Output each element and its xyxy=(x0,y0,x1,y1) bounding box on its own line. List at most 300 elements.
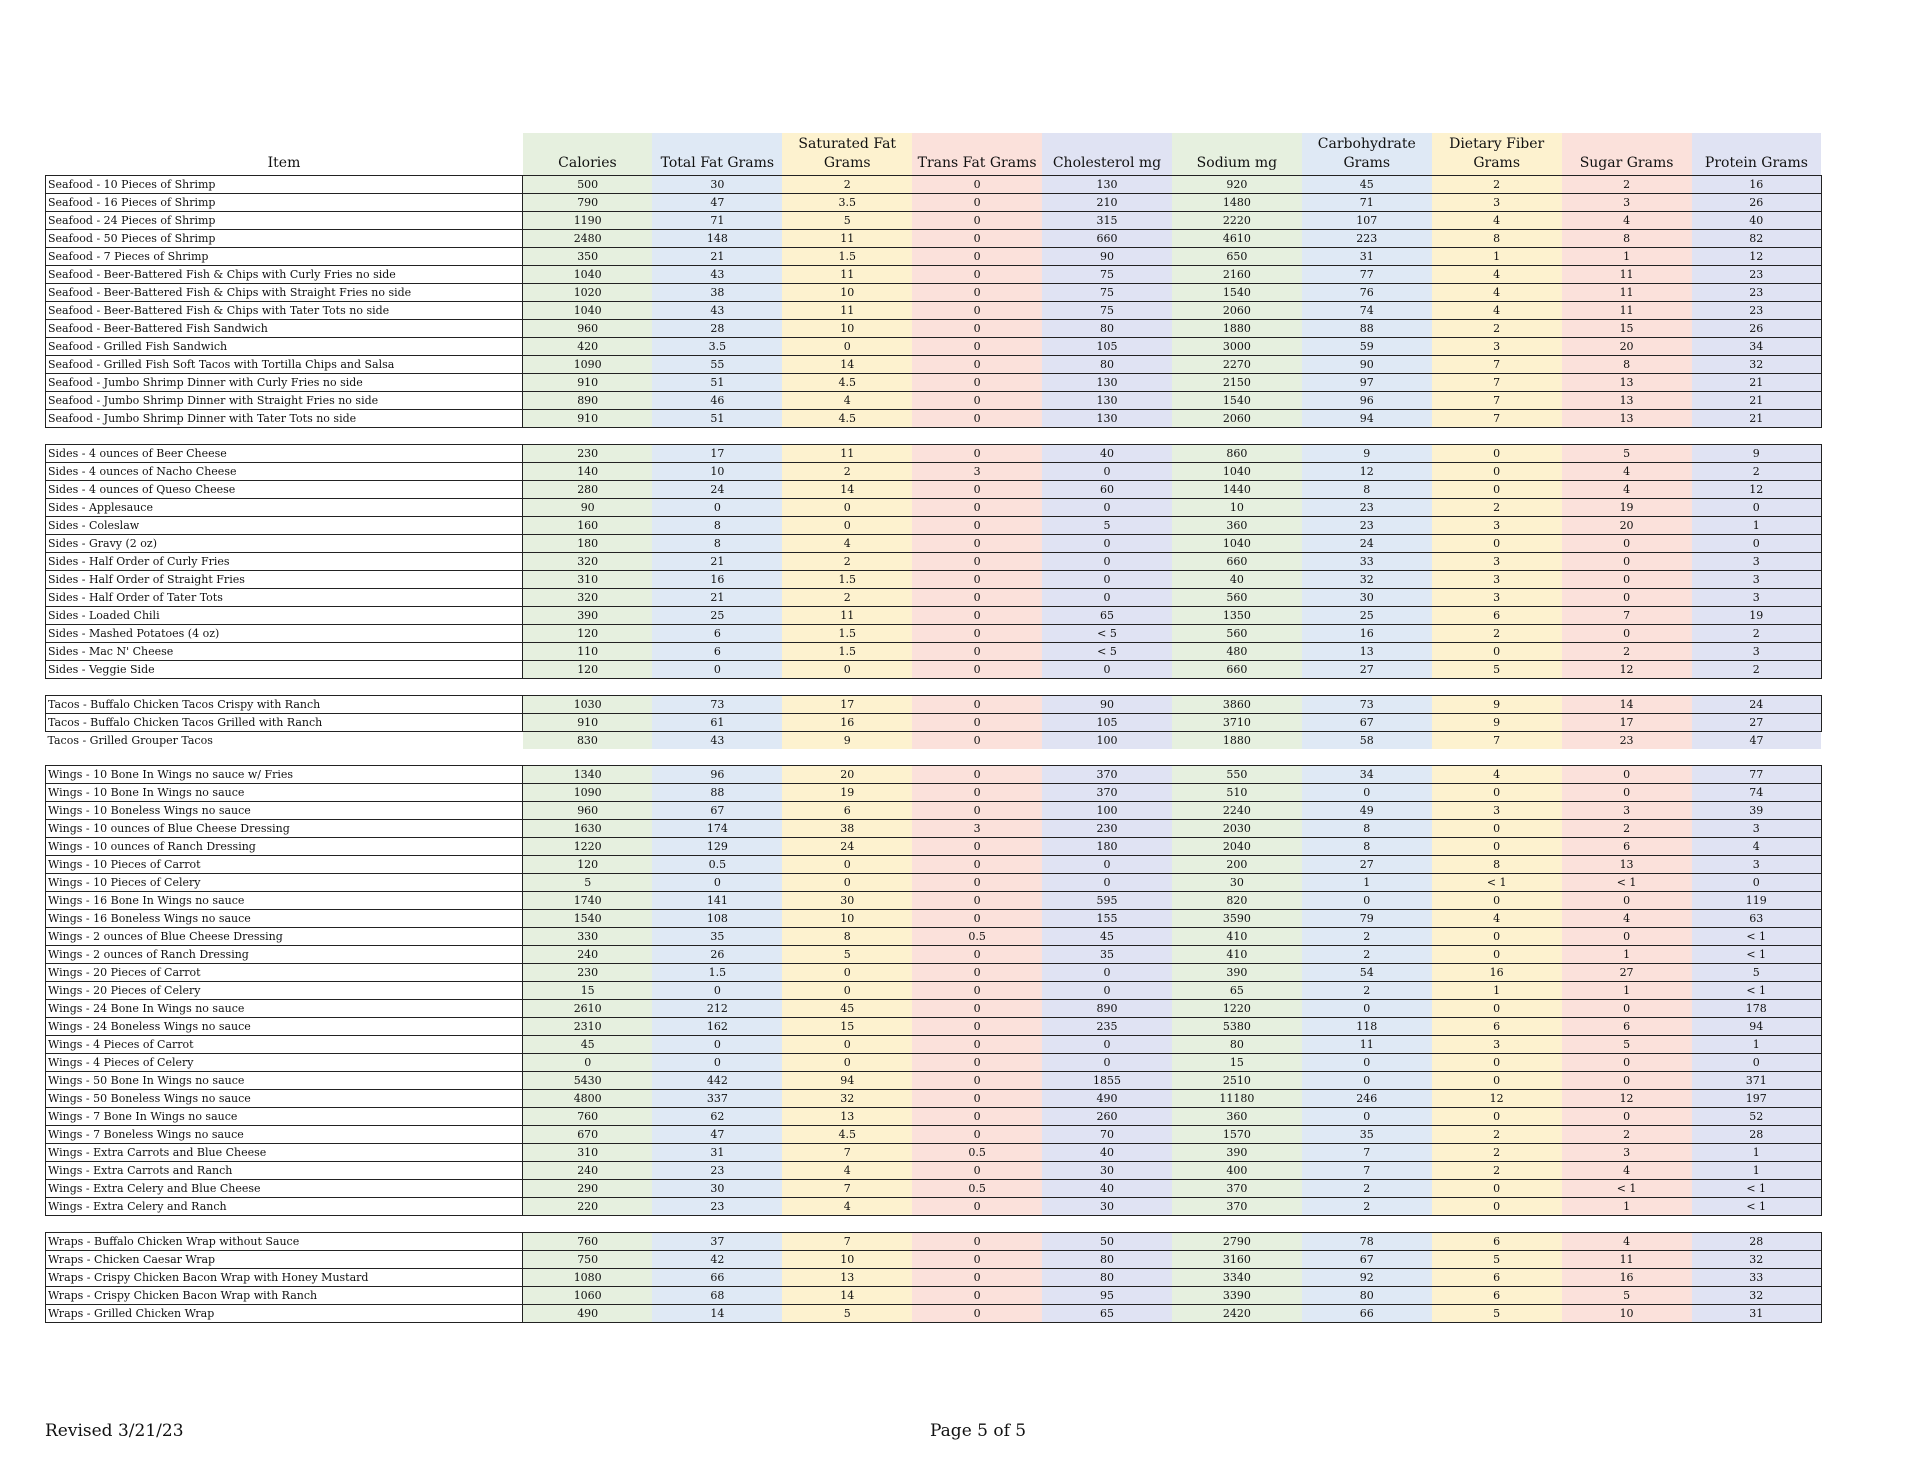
cell-protein-grams: 3 xyxy=(1692,571,1822,589)
item-name: Wings - 2 ounces of Blue Cheese Dressing xyxy=(46,928,523,946)
cell-sodium-mg: 2060 xyxy=(1172,410,1302,428)
cell-cholesterol-mg: 370 xyxy=(1042,784,1172,802)
cell-sugar-grams: 5 xyxy=(1562,1287,1692,1305)
cell-cholesterol-mg: 180 xyxy=(1042,838,1172,856)
cell-total-fat-grams: 14 xyxy=(652,1305,782,1323)
cell-sugar-grams: 13 xyxy=(1562,410,1692,428)
cell-trans-fat-grams: 0 xyxy=(912,194,1042,212)
cell-total-fat-grams: 24 xyxy=(652,481,782,499)
cell-calories: 15 xyxy=(523,982,653,1000)
cell-dietary-fiber-grams: 6 xyxy=(1432,1018,1562,1036)
cell-carbohydrate-grams: 25 xyxy=(1302,607,1432,625)
cell-total-fat-grams: 62 xyxy=(652,1108,782,1126)
cell-sugar-grams: 3 xyxy=(1562,802,1692,820)
table-row xyxy=(46,964,1822,982)
table-row xyxy=(46,892,1822,910)
cell-calories: 1090 xyxy=(523,784,653,802)
cell-protein-grams: 28 xyxy=(1692,1126,1822,1144)
cell-sodium-mg: 4610 xyxy=(1172,230,1302,248)
cell-cholesterol-mg: 0 xyxy=(1042,982,1172,1000)
cell-total-fat-grams: 21 xyxy=(652,589,782,607)
cell-trans-fat-grams: 0 xyxy=(912,714,1042,732)
cell-sugar-grams: 13 xyxy=(1562,856,1692,874)
table-row xyxy=(46,1054,1822,1072)
cell-dietary-fiber-grams: 0 xyxy=(1432,946,1562,964)
cell-dietary-fiber-grams: 0 xyxy=(1432,1108,1562,1126)
cell-carbohydrate-grams: 31 xyxy=(1302,248,1432,266)
cell-calories: 890 xyxy=(523,392,653,410)
item-name: Wraps - Buffalo Chicken Wrap without Sauce xyxy=(46,1233,523,1251)
cell-saturated-fat-grams: 15 xyxy=(782,1018,912,1036)
cell-trans-fat-grams: 0 xyxy=(912,1018,1042,1036)
cell-calories: 960 xyxy=(523,320,653,338)
table-row xyxy=(46,946,1822,964)
column-header-calories: Calories xyxy=(523,133,653,176)
item-name: Seafood - Beer-Battered Fish & Chips with Tater Tots no side xyxy=(46,302,523,320)
cell-total-fat-grams: 6 xyxy=(652,643,782,661)
cell-sugar-grams: 23 xyxy=(1562,732,1692,750)
cell-cholesterol-mg: 0 xyxy=(1042,463,1172,481)
cell-trans-fat-grams: 3 xyxy=(912,463,1042,481)
table-row xyxy=(46,1072,1822,1090)
cell-protein-grams: 0 xyxy=(1692,535,1822,553)
cell-saturated-fat-grams: 6 xyxy=(782,802,912,820)
table-row xyxy=(46,820,1822,838)
cell-protein-grams: 34 xyxy=(1692,338,1822,356)
cell-sugar-grams: 13 xyxy=(1562,374,1692,392)
cell-calories: 1040 xyxy=(523,302,653,320)
cell-carbohydrate-grams: 78 xyxy=(1302,1233,1432,1251)
cell-dietary-fiber-grams: 0 xyxy=(1432,643,1562,661)
group-spacer xyxy=(46,1216,1822,1233)
cell-total-fat-grams: 6 xyxy=(652,625,782,643)
cell-trans-fat-grams: 0 xyxy=(912,589,1042,607)
cell-trans-fat-grams: 0 xyxy=(912,1162,1042,1180)
cell-cholesterol-mg: 235 xyxy=(1042,1018,1172,1036)
cell-cholesterol-mg: 0 xyxy=(1042,661,1172,679)
item-name: Wings - 20 Pieces of Carrot xyxy=(46,964,523,982)
cell-dietary-fiber-grams: 3 xyxy=(1432,589,1562,607)
cell-sugar-grams: < 1 xyxy=(1562,1180,1692,1198)
cell-protein-grams: 74 xyxy=(1692,784,1822,802)
cell-sugar-grams: 20 xyxy=(1562,517,1692,535)
table-row xyxy=(46,982,1822,1000)
cell-protein-grams: < 1 xyxy=(1692,1180,1822,1198)
cell-sodium-mg: 360 xyxy=(1172,1108,1302,1126)
cell-calories: 670 xyxy=(523,1126,653,1144)
item-name: Seafood - Beer-Battered Fish & Chips with Curly Fries no side xyxy=(46,266,523,284)
cell-total-fat-grams: 23 xyxy=(652,1162,782,1180)
cell-sugar-grams: 11 xyxy=(1562,1251,1692,1269)
table-row xyxy=(46,571,1822,589)
cell-carbohydrate-grams: 71 xyxy=(1302,194,1432,212)
item-name: Seafood - Jumbo Shrimp Dinner with Curly Fries no side xyxy=(46,374,523,392)
cell-protein-grams: 1 xyxy=(1692,517,1822,535)
item-name: Wraps - Crispy Chicken Bacon Wrap with Ranch xyxy=(46,1287,523,1305)
cell-protein-grams: 3 xyxy=(1692,643,1822,661)
cell-saturated-fat-grams: 10 xyxy=(782,1251,912,1269)
cell-calories: 1020 xyxy=(523,284,653,302)
cell-total-fat-grams: 51 xyxy=(652,374,782,392)
cell-protein-grams: 26 xyxy=(1692,194,1822,212)
cell-saturated-fat-grams: 24 xyxy=(782,838,912,856)
cell-saturated-fat-grams: 4 xyxy=(782,535,912,553)
cell-carbohydrate-grams: 27 xyxy=(1302,661,1432,679)
table-row xyxy=(46,410,1822,428)
cell-sodium-mg: 30 xyxy=(1172,874,1302,892)
cell-total-fat-grams: 71 xyxy=(652,212,782,230)
cell-carbohydrate-grams: 0 xyxy=(1302,1054,1432,1072)
cell-sugar-grams: 12 xyxy=(1562,661,1692,679)
item-name: Wings - 10 ounces of Ranch Dressing xyxy=(46,838,523,856)
cell-calories: 120 xyxy=(523,625,653,643)
cell-protein-grams: 32 xyxy=(1692,356,1822,374)
item-name: Wings - 16 Bone In Wings no sauce xyxy=(46,892,523,910)
item-name: Wings - 24 Bone In Wings no sauce xyxy=(46,1000,523,1018)
cell-saturated-fat-grams: 4 xyxy=(782,1162,912,1180)
cell-calories: 310 xyxy=(523,1144,653,1162)
cell-sugar-grams: 0 xyxy=(1562,1054,1692,1072)
cell-sodium-mg: 3340 xyxy=(1172,1269,1302,1287)
cell-calories: 1220 xyxy=(523,838,653,856)
cell-cholesterol-mg: 30 xyxy=(1042,1162,1172,1180)
cell-cholesterol-mg: 5 xyxy=(1042,517,1172,535)
cell-sodium-mg: 660 xyxy=(1172,553,1302,571)
cell-protein-grams: 0 xyxy=(1692,499,1822,517)
table-row xyxy=(46,714,1822,732)
cell-dietary-fiber-grams: < 1 xyxy=(1432,874,1562,892)
cell-saturated-fat-grams: 7 xyxy=(782,1233,912,1251)
cell-carbohydrate-grams: 13 xyxy=(1302,643,1432,661)
cell-carbohydrate-grams: 23 xyxy=(1302,517,1432,535)
cell-protein-grams: 9 xyxy=(1692,445,1822,463)
cell-dietary-fiber-grams: 12 xyxy=(1432,1090,1562,1108)
cell-carbohydrate-grams: 33 xyxy=(1302,553,1432,571)
cell-saturated-fat-grams: 3.5 xyxy=(782,194,912,212)
cell-cholesterol-mg: 890 xyxy=(1042,1000,1172,1018)
cell-cholesterol-mg: 60 xyxy=(1042,481,1172,499)
cell-protein-grams: 12 xyxy=(1692,481,1822,499)
cell-dietary-fiber-grams: 0 xyxy=(1432,838,1562,856)
item-name: Wings - 7 Boneless Wings no sauce xyxy=(46,1126,523,1144)
cell-cholesterol-mg: 0 xyxy=(1042,1054,1172,1072)
cell-sugar-grams: 7 xyxy=(1562,607,1692,625)
cell-saturated-fat-grams: 7 xyxy=(782,1144,912,1162)
item-name: Seafood - 10 Pieces of Shrimp xyxy=(46,176,523,194)
column-header-cholesterol-mg: Cholesterol mg xyxy=(1042,133,1172,176)
cell-trans-fat-grams: 0 xyxy=(912,1126,1042,1144)
cell-dietary-fiber-grams: 0 xyxy=(1432,892,1562,910)
cell-trans-fat-grams: 0 xyxy=(912,230,1042,248)
item-name: Sides - 4 ounces of Beer Cheese xyxy=(46,445,523,463)
item-name: Wings - 16 Boneless Wings no sauce xyxy=(46,910,523,928)
cell-cholesterol-mg: 80 xyxy=(1042,1269,1172,1287)
cell-calories: 5 xyxy=(523,874,653,892)
cell-cholesterol-mg: 70 xyxy=(1042,1126,1172,1144)
table-row xyxy=(46,1018,1822,1036)
table-row xyxy=(46,802,1822,820)
cell-carbohydrate-grams: 23 xyxy=(1302,499,1432,517)
cell-calories: 4800 xyxy=(523,1090,653,1108)
cell-protein-grams: < 1 xyxy=(1692,982,1822,1000)
table-row xyxy=(46,1090,1822,1108)
cell-saturated-fat-grams: 0 xyxy=(782,1036,912,1054)
cell-carbohydrate-grams: 8 xyxy=(1302,838,1432,856)
cell-carbohydrate-grams: 97 xyxy=(1302,374,1432,392)
item-name: Sides - Gravy (2 oz) xyxy=(46,535,523,553)
cell-dietary-fiber-grams: 3 xyxy=(1432,802,1562,820)
cell-sodium-mg: 2030 xyxy=(1172,820,1302,838)
cell-carbohydrate-grams: 0 xyxy=(1302,892,1432,910)
cell-sugar-grams: 2 xyxy=(1562,176,1692,194)
cell-total-fat-grams: 42 xyxy=(652,1251,782,1269)
cell-calories: 120 xyxy=(523,661,653,679)
item-name: Wings - 50 Boneless Wings no sauce xyxy=(46,1090,523,1108)
item-name: Sides - Applesauce xyxy=(46,499,523,517)
cell-saturated-fat-grams: 7 xyxy=(782,1180,912,1198)
cell-trans-fat-grams: 0 xyxy=(912,1036,1042,1054)
cell-saturated-fat-grams: 14 xyxy=(782,1287,912,1305)
cell-protein-grams: 5 xyxy=(1692,964,1822,982)
cell-saturated-fat-grams: 19 xyxy=(782,784,912,802)
table-row xyxy=(46,625,1822,643)
table-row xyxy=(46,517,1822,535)
cell-sugar-grams: 19 xyxy=(1562,499,1692,517)
cell-total-fat-grams: 21 xyxy=(652,553,782,571)
table-row xyxy=(46,874,1822,892)
cell-sugar-grams: < 1 xyxy=(1562,874,1692,892)
cell-total-fat-grams: 8 xyxy=(652,517,782,535)
cell-cholesterol-mg: 230 xyxy=(1042,820,1172,838)
cell-sugar-grams: 14 xyxy=(1562,696,1692,714)
cell-sodium-mg: 3390 xyxy=(1172,1287,1302,1305)
cell-trans-fat-grams: 0 xyxy=(912,1054,1042,1072)
cell-total-fat-grams: 61 xyxy=(652,714,782,732)
cell-total-fat-grams: 37 xyxy=(652,1233,782,1251)
cell-cholesterol-mg: 210 xyxy=(1042,194,1172,212)
cell-cholesterol-mg: 0 xyxy=(1042,571,1172,589)
cell-saturated-fat-grams: 5 xyxy=(782,1305,912,1323)
item-name: Wings - 4 Pieces of Carrot xyxy=(46,1036,523,1054)
cell-trans-fat-grams: 0 xyxy=(912,661,1042,679)
cell-cholesterol-mg: 370 xyxy=(1042,766,1172,784)
cell-dietary-fiber-grams: 4 xyxy=(1432,302,1562,320)
cell-protein-grams: < 1 xyxy=(1692,1198,1822,1216)
cell-dietary-fiber-grams: 4 xyxy=(1432,910,1562,928)
cell-trans-fat-grams: 0 xyxy=(912,176,1042,194)
item-name: Wraps - Grilled Chicken Wrap xyxy=(46,1305,523,1323)
cell-carbohydrate-grams: 11 xyxy=(1302,1036,1432,1054)
cell-calories: 160 xyxy=(523,517,653,535)
cell-saturated-fat-grams: 4.5 xyxy=(782,410,912,428)
cell-cholesterol-mg: 0 xyxy=(1042,589,1172,607)
cell-calories: 500 xyxy=(523,176,653,194)
cell-saturated-fat-grams: 0 xyxy=(782,338,912,356)
cell-dietary-fiber-grams: 0 xyxy=(1432,1180,1562,1198)
cell-protein-grams: 1 xyxy=(1692,1162,1822,1180)
item-name: Wings - Extra Carrots and Ranch xyxy=(46,1162,523,1180)
cell-carbohydrate-grams: 8 xyxy=(1302,820,1432,838)
cell-sugar-grams: 0 xyxy=(1562,1108,1692,1126)
cell-dietary-fiber-grams: 0 xyxy=(1432,784,1562,802)
cell-trans-fat-grams: 0 xyxy=(912,320,1042,338)
column-header-sodium-mg: Sodium mg xyxy=(1172,133,1302,176)
cell-protein-grams: 3 xyxy=(1692,856,1822,874)
cell-sugar-grams: 5 xyxy=(1562,1036,1692,1054)
cell-calories: 1030 xyxy=(523,696,653,714)
cell-cholesterol-mg: 0 xyxy=(1042,499,1172,517)
cell-sodium-mg: 1880 xyxy=(1172,320,1302,338)
cell-sugar-grams: 1 xyxy=(1562,982,1692,1000)
cell-total-fat-grams: 16 xyxy=(652,571,782,589)
cell-protein-grams: 47 xyxy=(1692,732,1822,750)
item-name: Wings - Extra Celery and Blue Cheese xyxy=(46,1180,523,1198)
cell-dietary-fiber-grams: 9 xyxy=(1432,714,1562,732)
cell-calories: 2610 xyxy=(523,1000,653,1018)
cell-trans-fat-grams: 0 xyxy=(912,1305,1042,1323)
cell-calories: 1080 xyxy=(523,1269,653,1287)
item-name: Seafood - 24 Pieces of Shrimp xyxy=(46,212,523,230)
table-row xyxy=(46,553,1822,571)
cell-total-fat-grams: 26 xyxy=(652,946,782,964)
cell-cholesterol-mg: 0 xyxy=(1042,553,1172,571)
cell-sugar-grams: 11 xyxy=(1562,284,1692,302)
cell-dietary-fiber-grams: 4 xyxy=(1432,766,1562,784)
cell-dietary-fiber-grams: 5 xyxy=(1432,661,1562,679)
cell-sodium-mg: 1350 xyxy=(1172,607,1302,625)
cell-dietary-fiber-grams: 6 xyxy=(1432,607,1562,625)
cell-dietary-fiber-grams: 2 xyxy=(1432,625,1562,643)
item-name: Wings - 24 Boneless Wings no sauce xyxy=(46,1018,523,1036)
cell-sugar-grams: 6 xyxy=(1562,1018,1692,1036)
table-row xyxy=(46,1251,1822,1269)
cell-cholesterol-mg: 130 xyxy=(1042,176,1172,194)
cell-dietary-fiber-grams: 16 xyxy=(1432,964,1562,982)
cell-cholesterol-mg: 260 xyxy=(1042,1108,1172,1126)
table-row xyxy=(46,284,1822,302)
cell-saturated-fat-grams: 1.5 xyxy=(782,625,912,643)
cell-trans-fat-grams: 0 xyxy=(912,302,1042,320)
cell-sugar-grams: 0 xyxy=(1562,1000,1692,1018)
cell-trans-fat-grams: 0 xyxy=(912,964,1042,982)
item-name: Wings - 10 Boneless Wings no sauce xyxy=(46,802,523,820)
cell-saturated-fat-grams: 0 xyxy=(782,856,912,874)
cell-dietary-fiber-grams: 3 xyxy=(1432,1036,1562,1054)
group-spacer xyxy=(46,428,1822,445)
cell-sodium-mg: 15 xyxy=(1172,1054,1302,1072)
cell-protein-grams: 0 xyxy=(1692,1054,1822,1072)
item-name: Sides - Half Order of Tater Tots xyxy=(46,589,523,607)
cell-calories: 910 xyxy=(523,410,653,428)
cell-cholesterol-mg: 75 xyxy=(1042,266,1172,284)
cell-total-fat-grams: 55 xyxy=(652,356,782,374)
cell-protein-grams: 4 xyxy=(1692,838,1822,856)
cell-saturated-fat-grams: 11 xyxy=(782,266,912,284)
cell-trans-fat-grams: 0 xyxy=(912,445,1042,463)
cell-calories: 1540 xyxy=(523,910,653,928)
cell-trans-fat-grams: 0 xyxy=(912,856,1042,874)
cell-saturated-fat-grams: 45 xyxy=(782,1000,912,1018)
cell-calories: 240 xyxy=(523,1162,653,1180)
cell-protein-grams: 31 xyxy=(1692,1305,1822,1323)
cell-protein-grams: 26 xyxy=(1692,320,1822,338)
column-header-dietary-fiber-grams: Dietary Fiber Grams xyxy=(1432,133,1562,176)
cell-cholesterol-mg: 315 xyxy=(1042,212,1172,230)
cell-calories: 1630 xyxy=(523,820,653,838)
cell-protein-grams: 94 xyxy=(1692,1018,1822,1036)
cell-protein-grams: 2 xyxy=(1692,661,1822,679)
cell-dietary-fiber-grams: 3 xyxy=(1432,194,1562,212)
cell-carbohydrate-grams: 35 xyxy=(1302,1126,1432,1144)
cell-cholesterol-mg: 65 xyxy=(1042,1305,1172,1323)
revised-date: Revised 3/21/23 xyxy=(45,1421,184,1441)
cell-cholesterol-mg: < 5 xyxy=(1042,625,1172,643)
cell-calories: 760 xyxy=(523,1233,653,1251)
cell-dietary-fiber-grams: 0 xyxy=(1432,1198,1562,1216)
cell-dietary-fiber-grams: 5 xyxy=(1432,1305,1562,1323)
table-body xyxy=(46,176,1822,1323)
cell-trans-fat-grams: 0 xyxy=(912,1198,1042,1216)
cell-dietary-fiber-grams: 4 xyxy=(1432,284,1562,302)
cell-protein-grams: 12 xyxy=(1692,248,1822,266)
cell-carbohydrate-grams: 77 xyxy=(1302,266,1432,284)
table-row xyxy=(46,481,1822,499)
column-header-saturated-fat-grams: Saturated Fat Grams xyxy=(782,133,912,176)
table-row xyxy=(46,1305,1822,1323)
cell-sugar-grams: 11 xyxy=(1562,302,1692,320)
cell-dietary-fiber-grams: 0 xyxy=(1432,820,1562,838)
item-name: Wings - 10 Bone In Wings no sauce xyxy=(46,784,523,802)
cell-saturated-fat-grams: 10 xyxy=(782,320,912,338)
cell-saturated-fat-grams: 11 xyxy=(782,302,912,320)
cell-sugar-grams: 3 xyxy=(1562,1144,1692,1162)
cell-calories: 320 xyxy=(523,553,653,571)
cell-protein-grams: 2 xyxy=(1692,463,1822,481)
cell-carbohydrate-grams: 66 xyxy=(1302,1305,1432,1323)
cell-total-fat-grams: 148 xyxy=(652,230,782,248)
cell-dietary-fiber-grams: 2 xyxy=(1432,320,1562,338)
cell-sugar-grams: 0 xyxy=(1562,571,1692,589)
cell-sodium-mg: 3590 xyxy=(1172,910,1302,928)
cell-protein-grams: 23 xyxy=(1692,266,1822,284)
cell-total-fat-grams: 96 xyxy=(652,766,782,784)
cell-sodium-mg: 10 xyxy=(1172,499,1302,517)
cell-total-fat-grams: 35 xyxy=(652,928,782,946)
cell-sugar-grams: 4 xyxy=(1562,1162,1692,1180)
cell-cholesterol-mg: 130 xyxy=(1042,410,1172,428)
cell-sodium-mg: 410 xyxy=(1172,928,1302,946)
cell-sodium-mg: 3710 xyxy=(1172,714,1302,732)
cell-sugar-grams: 0 xyxy=(1562,892,1692,910)
cell-sodium-mg: 660 xyxy=(1172,661,1302,679)
cell-calories: 1090 xyxy=(523,356,653,374)
item-name: Tacos - Grilled Grouper Tacos xyxy=(46,732,523,750)
cell-total-fat-grams: 47 xyxy=(652,1126,782,1144)
table-row xyxy=(46,248,1822,266)
cell-sugar-grams: 4 xyxy=(1562,212,1692,230)
cell-sugar-grams: 1 xyxy=(1562,946,1692,964)
cell-total-fat-grams: 0 xyxy=(652,499,782,517)
cell-protein-grams: 3 xyxy=(1692,820,1822,838)
cell-carbohydrate-grams: 16 xyxy=(1302,625,1432,643)
cell-trans-fat-grams: 0 xyxy=(912,284,1042,302)
cell-trans-fat-grams: 3 xyxy=(912,820,1042,838)
cell-sugar-grams: 3 xyxy=(1562,194,1692,212)
table-row xyxy=(46,230,1822,248)
table-row xyxy=(46,212,1822,230)
table-row xyxy=(46,1144,1822,1162)
cell-carbohydrate-grams: 24 xyxy=(1302,535,1432,553)
